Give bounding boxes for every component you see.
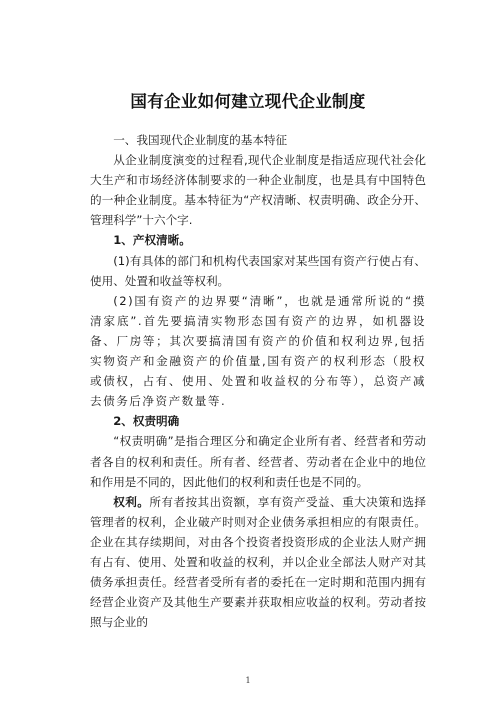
document-title: 国有企业如何建立现代企业制度	[130, 92, 366, 111]
paragraph: (1)有具体的部门和机构代表国家对某些国有资产行使占有、使用、处置和收益等权利。	[90, 253, 426, 288]
section-heading: 一、我国现代企业制度的基本特征	[113, 133, 288, 147]
paragraph: 从企业制度演变的过程看,现代企业制度是指适应现代社会化大生产和市场经济体制要求的一种企业制度，也是具有中国特色的一种企业制度。基本特征为“产权清晰、权责明确、政企分开、管理科学”十六个字.	[90, 153, 426, 228]
paragraph-text: 所有者按其出资额，享有资产受益、重大决策和选择管理者的权利，企业破产时则对企业债务承担相应的有限责任。企业在其存续期间，对由各个投资者投资形成的企业法人财产拥有占有、使用、处置和收益的权利，并以企业全部法人财产对其债务承担责任。经营者受所有者的委托在一定时期和范围内拥有经营企业资产及其他生产要素并获取相应收益的权利。劳动者按照与企业的	[90, 494, 426, 630]
paragraph	[90, 492, 426, 633]
document-body	[90, 130, 426, 632]
paragraph-lead: 权利。	[113, 494, 150, 509]
paragraph: “权责明确”是指合理区分和确定企业所有者、经营者和劳动者各自的权利和责任。所有者、经营者、劳动者在企业中的地位和作用是不同的，因此他们的权利和责任也是不同的。	[90, 434, 426, 489]
point-heading: 1、产权清晰。	[113, 233, 191, 248]
page-number: 1	[245, 676, 251, 685]
point-heading: 2、权责明确	[113, 414, 180, 429]
paragraph: (2)国有资产的边界要“清晰”，也就是通常所说的“摸清家底”.首先要搞清实物形态国有资产的边界，如机器设备、厂房等；其次要搞清国有资产的价值和权利边界,包括实物资产和金融资产的价值量,国有资产的权利形态（股权或债权，占有、使用、处置和收益权的分布等），总资产减去债务后净资产数量等.	[90, 293, 426, 409]
